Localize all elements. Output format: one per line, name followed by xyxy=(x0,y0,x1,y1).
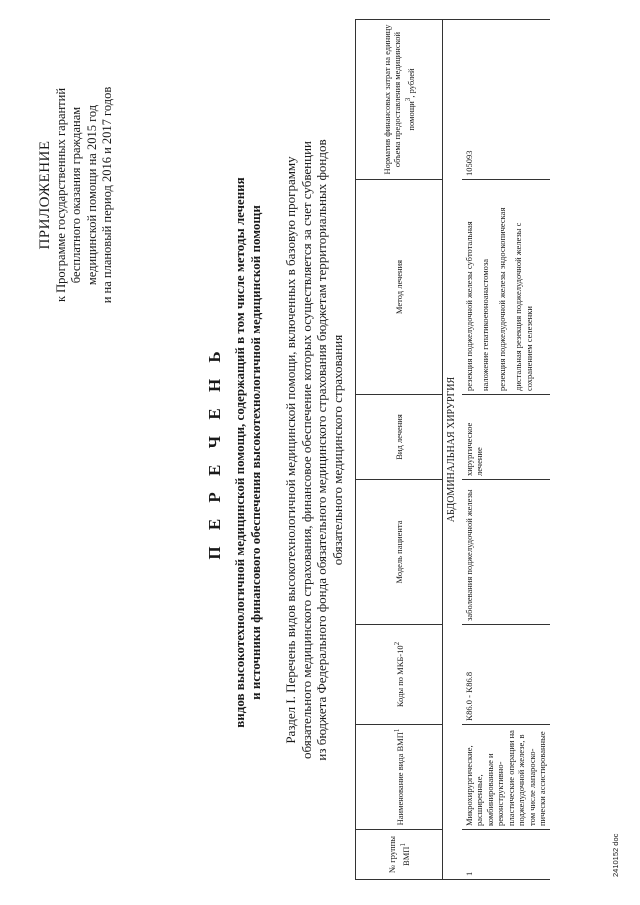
vmp-table xyxy=(355,19,550,880)
subtitle-line: видов высокотехнологичной медицинской помощи, содержащий в том числе методы лечения xyxy=(232,177,247,728)
method-item: резекция поджелудочной железы субтотальная xyxy=(463,221,474,391)
method-item: дистальная резекция поджелудочной железы с сохранением селезенки xyxy=(513,222,534,391)
cell-codes: K86.0 - K86.8 xyxy=(462,625,550,725)
appendix-title: ПРИЛОЖЕНИЕ xyxy=(37,140,53,250)
cell-model: заболевания поджелудочной железы xyxy=(462,480,550,625)
header-group: № группы ВМП$^1$ xyxy=(356,830,443,880)
table-header-row xyxy=(356,20,443,880)
appendix-line: медицинской помощи на 2015 год xyxy=(84,104,99,286)
section-line: из бюджета Федерального фонда обязательного медицинского страхования бюджетам территориальных фондов xyxy=(314,139,329,761)
footer-doc-id: 2410152 doc xyxy=(611,833,620,877)
header-norm: Норматив финансовых затрат на единицу объема предоставления медицинской помощи$^3$, рублей xyxy=(356,20,443,180)
cell-norm: 105093 xyxy=(462,20,550,180)
section-line: обязательного медицинского страхования xyxy=(329,334,345,566)
header-method: Метод лечения xyxy=(356,180,443,395)
section-line: обязательного медицинского страхования, финансовое обеспечение которых осуществляется за счет субвенции xyxy=(298,141,314,760)
subtitle-line: и источники финансового обеспечения высокотехнологичной медицинской помощи xyxy=(248,205,263,700)
header-codes: Коды по МКБ-$10^2$ xyxy=(356,625,443,725)
method-item: резекция поджелудочной железы эндоскопическая xyxy=(496,207,507,391)
cell-treatment: хирургическое лечение xyxy=(462,395,550,480)
section-heading xyxy=(283,110,345,790)
category-row xyxy=(443,20,462,880)
appendix-block xyxy=(38,45,116,345)
header-treatment: Вид лечения xyxy=(356,395,443,480)
header-model: Модель пациента xyxy=(356,480,443,625)
method-item: наложение гепатикоеюноанастомоза xyxy=(480,258,490,391)
cell-name: Микрохирургические, расширенные, комбинированные и реконструктивно-пластические операции на поджелудочной железе, в том числе лапароско-пически ассистированные xyxy=(462,725,550,830)
appendix-line: и на плановый период 2016 и 2017 годов xyxy=(100,86,114,304)
section-line: Раздел I. Перечень видов высокотехнологичной медицинской помощи, включенных в базовую программу xyxy=(283,156,298,744)
table-row xyxy=(462,20,550,880)
appendix-line: бесплатного оказания гражданам xyxy=(69,106,83,284)
cell-methods xyxy=(462,180,550,395)
document-subtitle xyxy=(232,80,264,825)
document-title: П Е Р Е Ч Е Н Ь xyxy=(205,345,224,560)
category-title: АБДОМИНАЛЬНАЯ ХИРУРГИЯ xyxy=(443,20,462,880)
header-name: Наименование вида ВМП$^1$ xyxy=(356,725,443,830)
appendix-line: к Программе государственных гарантий xyxy=(53,87,68,303)
cell-group: 1 xyxy=(462,830,550,880)
